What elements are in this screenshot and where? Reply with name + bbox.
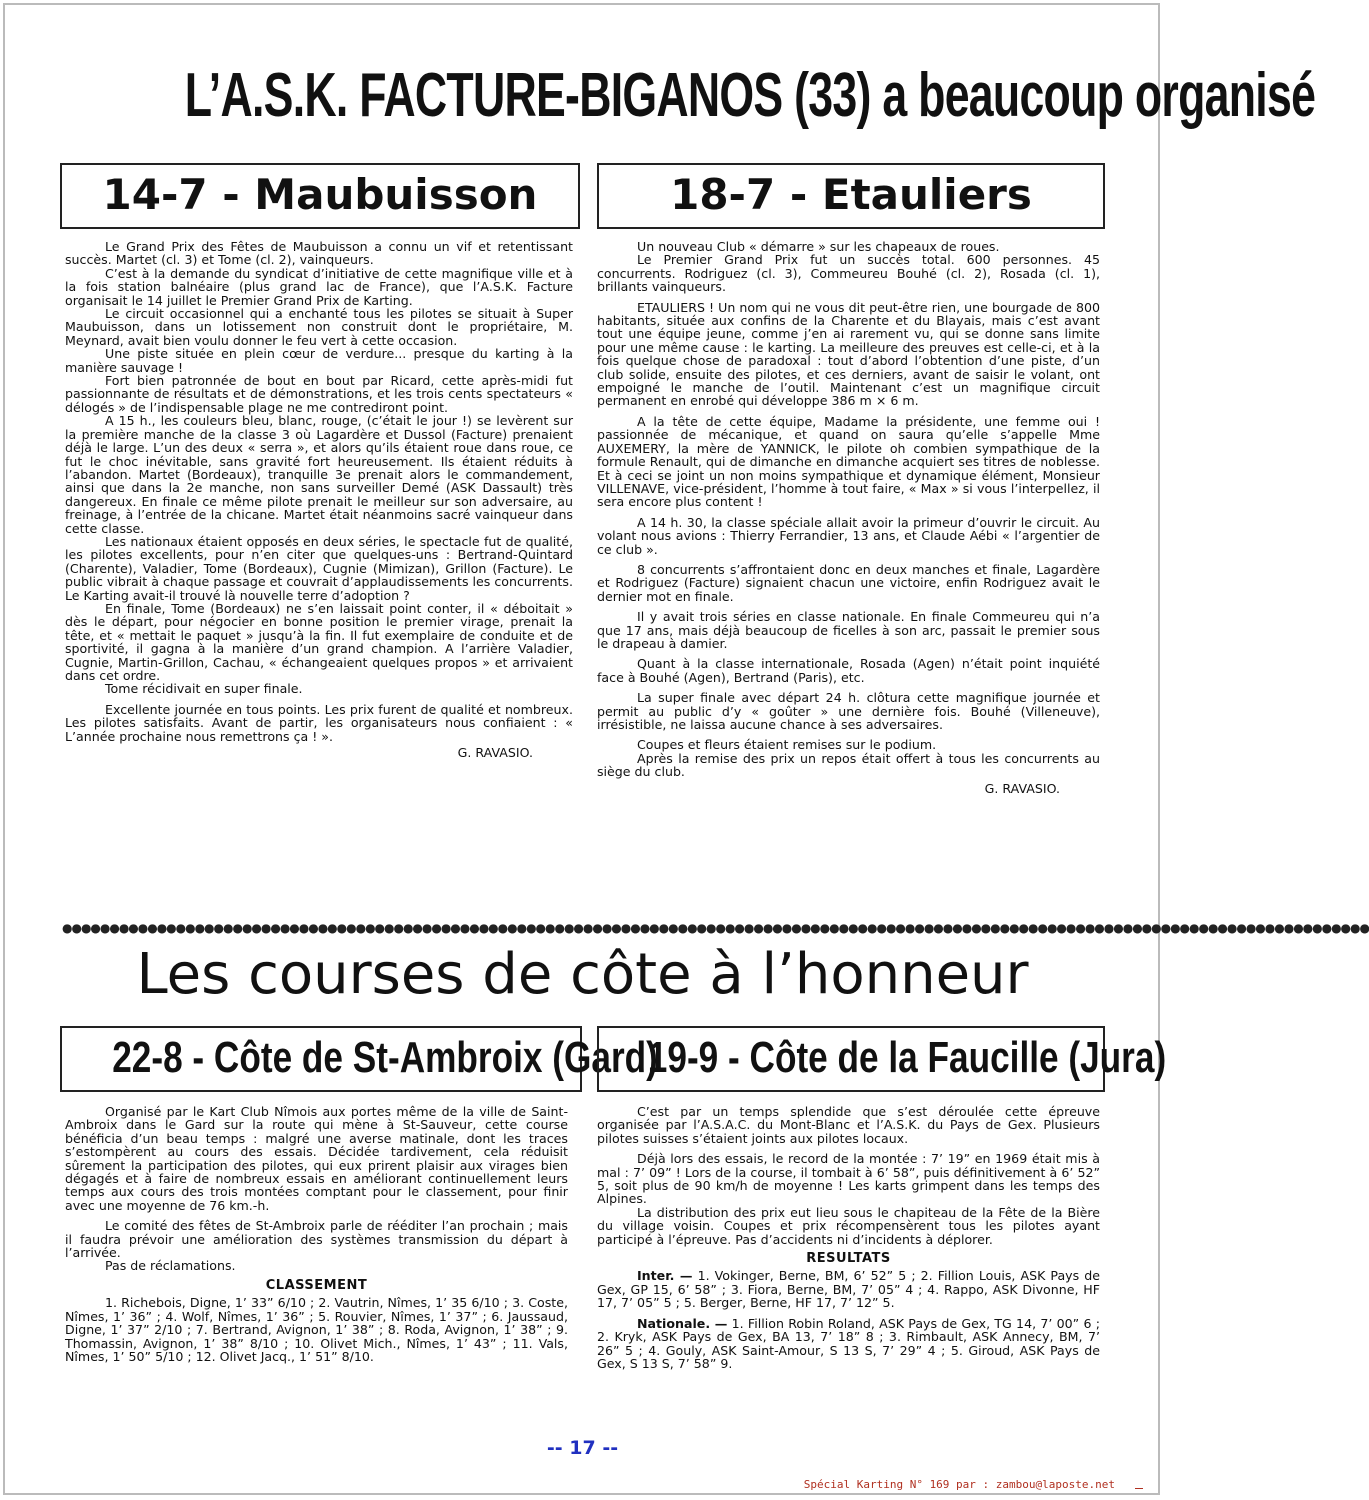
dotted-divider: ●●●●●●●●●●●●●●●●●●●●●●●●●●●●●●●●●●●●●●●●●●●●●●●●●●●●●●●●●●●●●●●●●●●●●●●●●●●●●●●●●●●●●●●●●●●●●●●●●●●●●●●●●●●●●●●●●●●●●●●●●●●●●●●●●●●●●●●●●● xyxy=(62,921,1369,935)
footer-credit: Spécial Karting N° 169 par : zambou@laposte.net xyxy=(803,1478,1115,1491)
headline: L’A.S.K. FACTURE-BIGANOS (33) a beaucoup organisé xyxy=(184,61,1316,130)
paragraph: A 14 h. 30, la classe spéciale allait avoir la primeur d’ouvrir le circuit. Au volant nous avions : Thierry Ferrandier, 13 ans, et Claude Aébi « l’argentier de ce club ». xyxy=(597,514,1100,557)
paragraph: Une piste située en plein cœur de verdure... presque du karting à la manière sauvage ! xyxy=(65,346,573,375)
nationale-text: 1. Fillion Robin Roland, ASK Pays de Gex, TG 14, 7’ 00” 6 ; 2. Kryk, ASK Pays de Gex, BA 13, 7’ 18” 8 ; 3. Rimbault, ASK Annecy, BM, 7’ 26” 5 ; 4. Gouly, ASK Saint-Amour, S 13 S, 7’ 29” 4 ; 5. Giroud, ASK Pays de Gex, S 13 S, 7’ 58” 9. xyxy=(597,1315,1100,1371)
paragraph: 8 concurrents s’affrontaient donc en deux manches et finale, Lagardère et Rodriguez (Facture) signaient chacun une victoire, enfin Rodriguez avait le dernier mot en finale. xyxy=(597,561,1100,604)
paragraph: Les nationaux étaient opposés en deux séries, le spectacle fut de qualité, les pilotes excellents, pour n’en citer que quelques-uns : Bertrand-Quintard (Charente), Valadier, Tome (Bordeaux), Cugnie (Mimizan), Grillon (Facture). Le public vibrait à chaque passage et couvrait d’applaudissements les concurrents. Le Karting avait-il trouvé là nouvelle terre d’adoption ? xyxy=(65,533,573,603)
inter-label: Inter. — xyxy=(637,1268,693,1284)
signature: G. RAVASIO. xyxy=(984,780,1060,796)
paragraph: Tome récidivait en super finale. xyxy=(105,681,303,697)
paragraph: En finale, Tome (Bordeaux) ne s’en laissait point conter, il « déboitait » dès le départ, pour négocier en bonne position le premier virage, prenait la tête, et « mettait le paquet » jusqu’à la fin. Il fut exemplaire de conduite et de sportivité, il gagna à la manière d’un grand champion. A l’arrière Valadier, Cugnie, Martin-Grillon, Cachau, « échangeaient quelques propos » et arrivaient dans cet ordre. xyxy=(65,600,573,683)
paragraph: ETAULIERS ! Un nom qui ne vous dit peut-être rien, une bourgade de 800 habitants, située aux confins de la Charente et du Blayais, mais c’est avant tout une équipe jeune, comme j’en ai rarement vu, qui se donne sans limite pour une même cause : le karting. La meilleure des preuves est celle-ci, et à la fois quelque chose de paradoxal : tout d’abord l’obtention d’une piste, d’un club solide, ensuite des pilotes, et ces derniers, avant de saisir le volant, ont empoigné le manche de l’outil. Maintenant c’est un magnifique circuit permanent en enrobé qui développe 386 m × 6 m. xyxy=(597,299,1100,409)
footer-mark xyxy=(1135,1478,1143,1489)
paragraph: Le circuit occasionnel qui a enchanté tous les pilotes se situait à Super Maubuisson, dans un lotissement non construit dont le propriétaire, M. Meynard, avait bien voulu donner le feu vert à cette occasion. xyxy=(65,306,573,348)
paragraph: La super finale avec départ 24 h. clôtura cette magnifique journée et permit au public d’y « goûter » une dernière fois. Bouhé (Villeneuve), irrésistible, ne laissa aucune chance à ses adversaires. xyxy=(597,690,1100,732)
paragraph: Après la remise des prix un repos était offert à tous les concurrents au siège du club. xyxy=(597,750,1100,780)
paragraph: A la tête de cette équipe, Madame la présidente, une femme oui ! passionnée de mécanique, et quand on saura qu’elle s’appelle Mme AUXEMERY, la mère de YANNICK, le pilote oh combien sympathique de la formule Renault, qui de dimanche en dimanche acquiert ses titres de noblesse. Et à ceci se joint un non moins sympathique et dynamique élément, Monsieur VILLENAVE, vice-président, l’homme à tout faire, « Max » si vous l’interpellez, il sera encore plus content ! xyxy=(597,413,1100,510)
st-ambroix-article xyxy=(65,1105,568,1363)
paragraph: A 15 h., les couleurs bleu, blanc, rouge, (c’était le jour !) se levèrent sur la première manche de la classe 3 où Lagardère et Dussol (Facture) prenaient déjà le large. L’un des deux « serra », et alors qu’ils étaient roue dans roue, ce fut le choc inévitable, sans gravité fort heureusement. Ils étaient réduits à l’abandon. Martet (Bordeaux), tranquille 3e prenait alors le commandement, ainsi que dans la 2e manche, non sans surveiller Demé (ASK Dassault) très dangereux. En finale ce même pilote prenait le meilleur sur son adversaire, au freinage, à l’entrée de la chicane. Martet était néanmoins sacré vainqueur dans cette classe. xyxy=(65,413,573,536)
faucille-title: 19-9 - Côte de la Faucille (Jura) xyxy=(647,1033,1167,1082)
faucille-article xyxy=(597,1105,1100,1370)
paragraph: Le Grand Prix des Fêtes de Maubuisson a connu un vif et retentissant succès. Martet (cl. 3) et Tome (cl. 2), vainqueurs. xyxy=(65,239,573,268)
paragraph: Un nouveau Club « démarre » sur les chapeaux de roues. xyxy=(637,239,1000,254)
paragraph: Coupes et fleurs étaient remises sur le podium. xyxy=(637,737,937,753)
paragraph: Fort bien patronnée de bout en bout par Ricard, cette après-midi fut passionnante de résultats et de démonstrations, et les trois cents spectateurs « délogés » de l’indispensable plage ne me contrediront point. xyxy=(65,373,573,415)
paragraph: C’est par un temps splendide que s’est déroulée cette épreuve organisée par l’A.S.A.C. du Mont-Blanc et l’A.S.K. du Pays de Gex. Plusieurs pilotes suisses s’étaient joints aux pilotes locaux. xyxy=(597,1104,1100,1146)
paragraph: Le comité des fêtes de St-Ambroix parle de rééditer l’an prochain ; mais il faudra prévoir une amélioration des systèmes transmission du départ à l’arrivée. xyxy=(65,1218,568,1261)
resultats-heading: RESULTATS xyxy=(806,1251,891,1267)
paragraph: Il y avait trois séries en classe nationale. En finale Commeureu qui n’a que 17 ans, mais déjà beaucoup de ficelles à son arc, passait le premier sous le drapeau à damier. xyxy=(597,609,1100,651)
paragraph: C’est à la demande du syndicat d’initiative de cette magnifique ville et à la fois station balnéaire (plus grand lac de France), que l’A.S.K. Facture organisait le 14 juillet le Premier Grand Prix de Karting. xyxy=(65,265,573,308)
paragraph: Le Premier Grand Prix fut un succès total. 600 personnes. 45 concurrents. Rodriguez (cl. 3), Commeureu Bouhé (cl. 2), Rosada (cl. 1), brillants vainqueurs. xyxy=(597,252,1100,295)
paragraph: Déjà lors des essais, le record de la montée : 7’ 19” en 1969 était mis à mal : 7’ 09” ! Lors de la course, il tombait à 6’ 58”, puis définitivement à 6’ 52” 5, soit plus de 90 km/h de moyenne ! Les karts grimpent dans les temps des Alpines. xyxy=(597,1151,1100,1207)
paragraph: La distribution des prix eut lieu sous le chapiteau de la Fête de la Bière du village voisin. Coupes et prix récompensèrent tous les pilotes ayant participé à l’épreuve. Pas d’accidents ni d’incidents à déplorer. xyxy=(597,1204,1100,1247)
maubuisson-title: 14-7 - Maubuisson xyxy=(102,170,538,219)
paragraph: Pas de réclamations. xyxy=(105,1258,236,1274)
nationale-label: Nationale. — xyxy=(637,1315,728,1331)
paragraph: Excellente journée en tous points. Les prix furent de qualité et nombreux. Les pilotes satisfaits. Avant de partir, les organisateurs nous confiaient : « L’année prochaine nous remettrons ça ! ». xyxy=(65,701,573,744)
classement-results: 1. Richebois, Digne, 1’ 33” 6/10 ; 2. Vautrin, Nîmes, 1’ 35 6/10 ; 3. Coste, Nîmes, 1’ 36” ; 4. Wolf, Nîmes, 1’ 36” ; 5. Rouvier, Nîmes, 1’ 37” ; 6. Jaussaud, Digne, 1’ 37” 2/10 ; 7. Bertrand, Avignon, 1’ 38” ; 8. Roda, Avignon, 1’ 38” ; 9. Thomassin, Avignon, 1’ 38” 8/10 ; 10. Olivet Mich., Nîmes, 1’ 43” ; 11. Vals, Nîmes, 1’ 50” 5/10 ; 12. Olivet Jacq., 1’ 51” 8/10. xyxy=(65,1295,568,1364)
section-title: Les courses de côte à l’honneur xyxy=(136,942,1029,1007)
etauliers-title: 18-7 - Etauliers xyxy=(670,170,1032,219)
paragraph: Organisé par le Kart Club Nîmois aux portes même de la ville de Saint-Ambroix dans le Gard sur la route qui mène à St-Sauveur, cette course bénéficia d’un beau temps : malgré une averse matinale, dont les traces s’estompèrent au cours des essais. Décidée tardivement, cela réduisit sûrement la participation des pilotes, qui eux prirent plaisir aux virages bien dégagés et à faire de nombreux essais en améliorant continuellement leurs temps aux cours des trois montées comptant pour le classement, pour finir avec une moyenne de 76 km.-h. xyxy=(65,1104,568,1213)
etauliers-article xyxy=(597,240,1100,795)
inter-results xyxy=(597,1269,1100,1309)
paragraph: Quant à la classe internationale, Rosada (Agen) n’était point inquiété face à Bouhé (Agen), Bertrand (Paris), etc. xyxy=(597,656,1100,685)
page-number: -- 17 -- xyxy=(546,1437,619,1459)
inter-text: 1. Vokinger, Berne, BM, 6’ 52” 5 ; 2. Fillion Louis, ASK Pays de Gex, GP 15, 6’ 58” ; 3. Fiora, Berne, BM, 7’ 05” 4 ; 4. Rappo, ASK Divonne, HF 17, 7’ 05” 5 ; 5. Berger, Berne, HF 17, 7’ 12” 5. xyxy=(597,1268,1100,1311)
st-ambroix-title: 22-8 - Côte de St-Ambroix (Gard) xyxy=(112,1033,658,1082)
maubuisson-article xyxy=(65,240,573,759)
classement-heading: CLASSEMENT xyxy=(265,1277,368,1293)
signature: G. RAVASIO. xyxy=(457,745,533,761)
nationale-results xyxy=(597,1317,1100,1371)
